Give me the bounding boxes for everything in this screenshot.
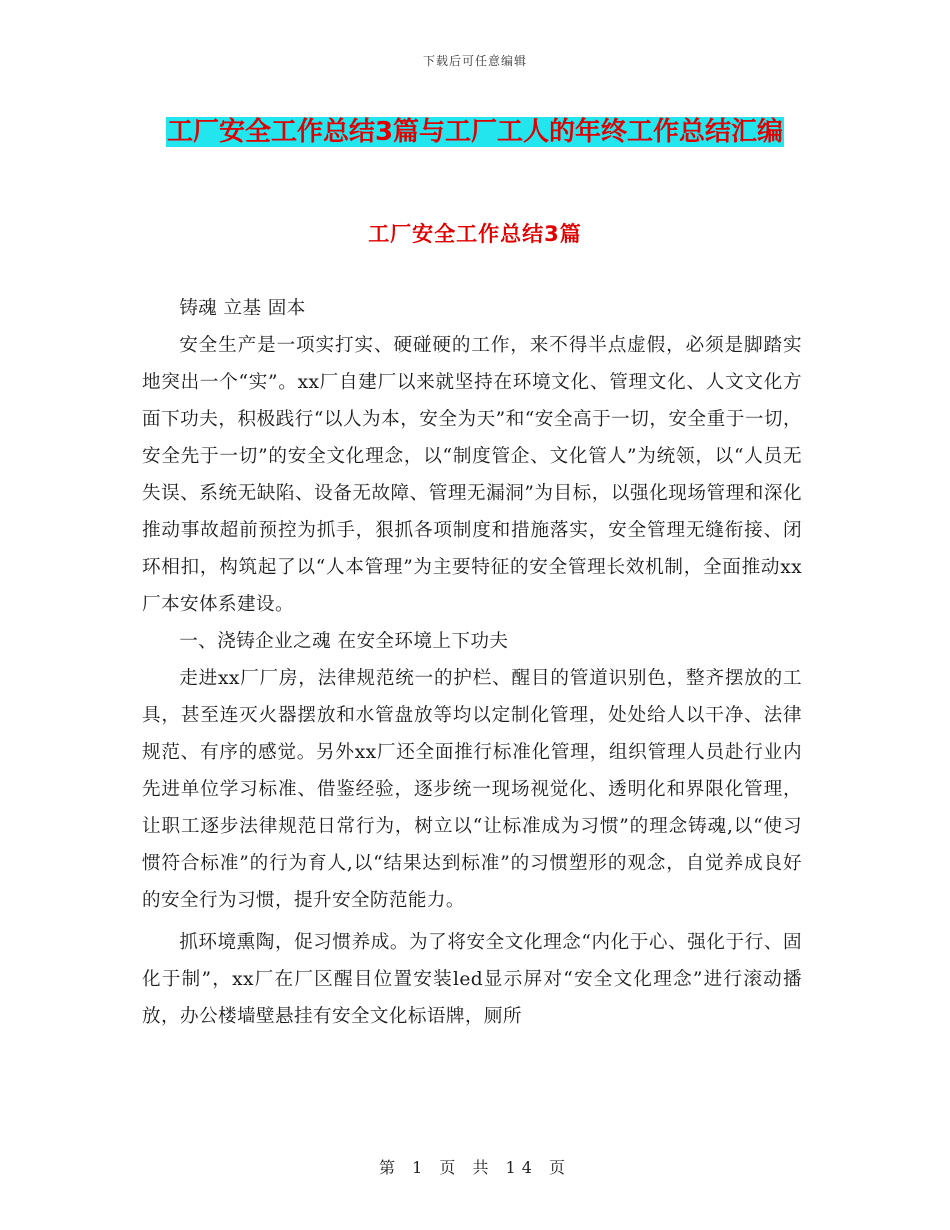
paragraph-culture: 抓环境熏陶，促习惯养成。为了将安全文化理念“内化于心、强化于行、固化于制”，xx厂在厂区醒目位置安装led显示屏对“安全文化理念”进行滚动播放，办公楼墙壁悬挂有安全文化标语牌，厕所 bbox=[142, 932, 802, 1027]
document-title-text: 工厂安全工作总结3篇与工厂工人的年终工作总结汇编 bbox=[166, 117, 784, 147]
section-title: 工厂安全工作总结3篇 bbox=[368, 222, 582, 246]
paragraph-environment: 走进xx厂厂房，法律规范统一的护栏、醒目的管道识别色，整齐摆放的工具，甚至连灭火器摆放和水管盘放等均以定制化管理，处处给人以干净、法律规范、有序的感觉。另外xx厂还全面推行标准化管理，组织管理人员赴行业内先进单位学习标准、借鉴经验，逐步统一现场视觉化、透明化和界限化管理，让职工逐步法律规范日常行为，树立以“让标准成为习惯”的理念铸魂,以“使习惯符合标准”的行为育人,以“结果达到标准”的习惯塑形的观念，自觉养成良好的安全行为习惯，提升安全防范能力。 bbox=[142, 668, 802, 911]
paragraph-intro: 安全生产是一项实打实、硬碰硬的工作，来不得半点虚假，必须是脚踏实地突出一个“实”。xx厂自建厂以来就坚持在环境文化、管理文化、人文文化方面下功夫，积极践行“以人为本，安全为天”和“安全高于一切，安全重于一切，安全先于一切”的安全文化理念，以“制度管企、文化管人”为统领，以“人员无失误、系统无缺陷、设备无故障、管理无漏洞”为目标，以强化现场管理和深化推动事故超前预控为抓手，狠抓各项制度和措施落实，安全管理无缝衔接、闭环相扣，构筑起了以“人本管理”为主要特征的安全管理长效机制，全面推动xx厂本安体系建设。 bbox=[142, 335, 802, 615]
header-note: 下载后可任意编辑 bbox=[422, 54, 527, 68]
document-title bbox=[150, 110, 800, 154]
paragraph-heading-one: 一、浇铸企业之魂 在安全环境上下功夫 bbox=[179, 631, 509, 652]
document-body bbox=[142, 290, 802, 1035]
paragraph-subtitle: 铸魂 立基 固本 bbox=[179, 298, 306, 319]
page-footer: 第 1 页 共 14 页 bbox=[379, 1158, 571, 1177]
